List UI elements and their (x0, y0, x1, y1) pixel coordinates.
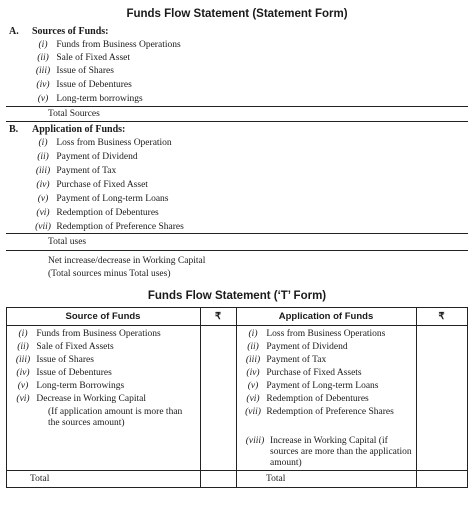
column-divider-center (236, 307, 237, 487)
section-a-letter: A. (9, 26, 19, 37)
total-sources-label: Total Sources (48, 109, 100, 119)
application-item: (iii) Payment of Tax (35, 166, 117, 176)
table-border-bottom (6, 487, 468, 488)
net-change-note: (Total sources minus Total uses) (48, 269, 171, 279)
column-divider (416, 307, 417, 487)
source-item: (v) Long-term borrowings (37, 94, 143, 104)
application-item: (vii) Redemption of Preference Shares (35, 222, 184, 232)
source-row: (iii) Issue of Shares (15, 355, 94, 365)
source-row: (vi) Decrease in Working Capital (16, 394, 146, 404)
column-divider (200, 307, 201, 487)
total-uses-label: Total uses (48, 237, 87, 247)
application-row: (vii) Redemption of Preference Shares (245, 407, 394, 417)
decrease-note: (If application amount is more than the sources amount) (48, 407, 183, 428)
table-border-left (6, 307, 7, 487)
source-row: (iv) Issue of Debentures (16, 368, 112, 378)
application-item: (ii) Payment of Dividend (37, 152, 138, 162)
application-item: (i) Loss from Business Operation (38, 138, 172, 148)
application-row: (vi) Redemption of Debentures (246, 394, 369, 404)
application-row: (iii) Payment of Tax (245, 355, 327, 365)
source-item: (iii) Issue of Shares (35, 66, 114, 76)
table-border-right (467, 307, 468, 487)
source-row: (v) Long-term Borrowings (17, 381, 125, 391)
rupee-header-right: ₹ (438, 311, 445, 322)
right-total-label: Total (266, 474, 286, 484)
t-form-title: Funds Flow Statement (‘T’ Form) (147, 290, 327, 302)
divider (6, 233, 468, 234)
source-row: (ii) Sale of Fixed Assets (17, 342, 114, 352)
divider (6, 106, 468, 107)
application-of-funds-header: Application of Funds (278, 311, 374, 322)
source-item: (i) Funds from Business Operations (38, 40, 181, 50)
statement-form-title: Funds Flow Statement (Statement Form) (126, 8, 348, 20)
application-row: (iv) Purchase of Fixed Assets (246, 368, 362, 378)
table-total-rule (6, 470, 468, 471)
divider (6, 250, 468, 251)
application-row: (v) Payment of Long-term Loans (247, 381, 379, 391)
application-item: (vi) Redemption of Debentures (36, 208, 159, 218)
source-row: (i) Funds from Business Operations (18, 329, 161, 339)
application-row: (i) Loss from Business Operations (248, 329, 386, 339)
table-header-rule (6, 325, 468, 326)
left-total-label: Total (30, 474, 50, 484)
section-a-heading: Sources of Funds: (32, 26, 109, 37)
increase-wc-row: (viii) Increase in Working Capital (if sources are more than the application amount) (245, 436, 412, 468)
source-item: (iv) Issue of Debentures (36, 80, 132, 90)
application-row: (ii) Payment of Dividend (247, 342, 348, 352)
section-b-heading: Application of Funds: (32, 124, 126, 135)
source-of-funds-header: Source of Funds (65, 311, 141, 322)
table-border-top (6, 307, 468, 308)
divider (6, 121, 468, 122)
application-item: (v) Payment of Long-term Loans (37, 194, 169, 204)
section-b-letter: B. (9, 124, 19, 135)
source-item: (ii) Sale of Fixed Asset (37, 53, 130, 63)
net-change-label: Net increase/decrease in Working Capital (48, 256, 206, 266)
rupee-header-left: ₹ (214, 311, 222, 322)
application-item: (iv) Purchase of Fixed Asset (36, 180, 148, 190)
